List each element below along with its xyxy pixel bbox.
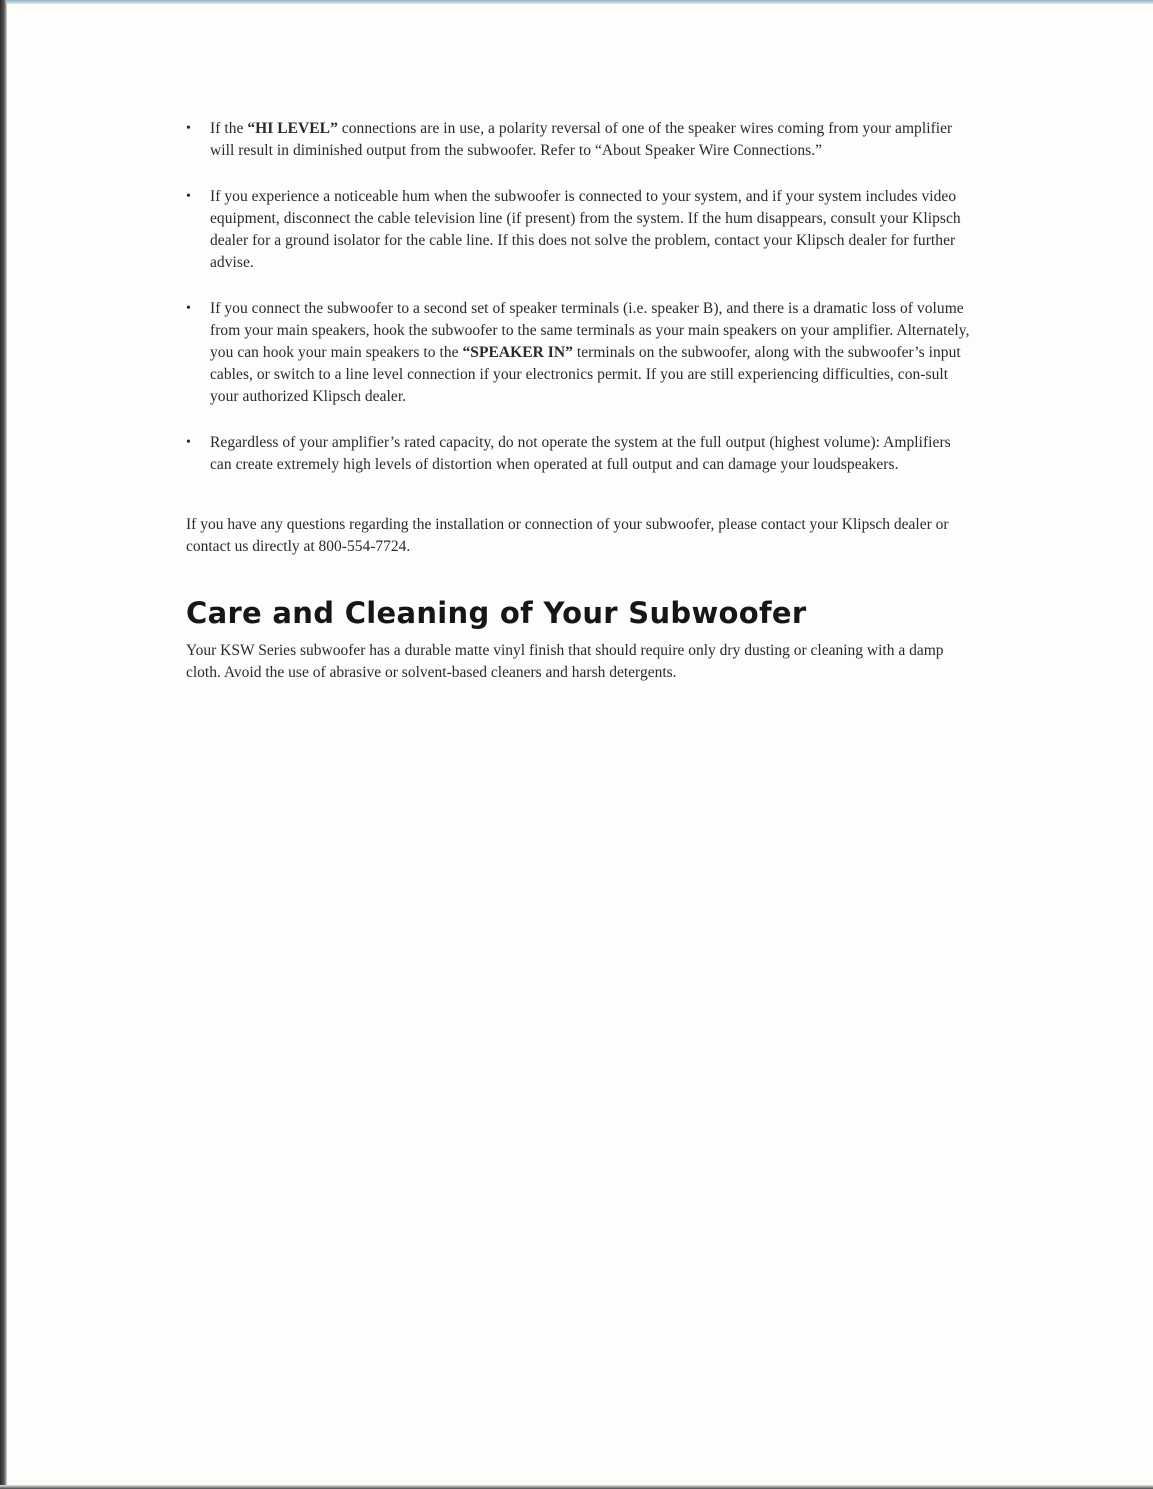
tip-text-post: connections are in use, a polarity reversal of one of the speaker wires coming from your amplifier will result in diminished output from the subwoofer. Refer to “About Speaker Wire Connections.” [210, 120, 953, 159]
care-section-title: Care and Cleaning of Your Subwoofer [186, 596, 807, 630]
list-item [186, 298, 976, 408]
list-item [186, 432, 976, 476]
scan-edge-top [0, 0, 1153, 4]
tip-text-bold: “SPEAKER IN” [462, 344, 573, 361]
bullet-icon: • [186, 189, 191, 204]
contact-paragraph: If you have any questions regarding the installation or connection of your subwoofer, please contact your Klipsch dealer or contact us directly at 800-554-7724. [186, 516, 949, 555]
tip-text-pre: If you experience a noticeable hum when the subwoofer is connected to your system, and if your system includes video equipment, disconnect the cable television line (if present) from the system. If the hum disappears, consult your Klipsch dealer for a ground isolator for the cable line. If this does not solve the problem, contact your Klipsch dealer for further advise. [210, 188, 961, 271]
list-item [186, 118, 976, 162]
tip-text-pre: If the [210, 120, 248, 137]
scan-edge-left [0, 0, 7, 1489]
scan-edge-bottom [0, 1485, 1153, 1489]
tip-text-pre: Regardless of your amplifier’s rated capacity, do not operate the system at the full output (highest volume): Amplifiers can create extremely high levels of distortion when operated at full output and can damage your loudspeakers. [210, 434, 951, 473]
list-item [186, 186, 976, 274]
tip-text-post: terminals on the subwoofer, along with the subwoofer’s input cables, or switch to a line level connection if your electronics permit. If you are still experiencing difficulties, con-sult your authorized Klipsch dealer. [210, 344, 961, 405]
bullet-icon: • [186, 121, 191, 136]
tip-text-bold: “HI LEVEL” [247, 120, 338, 137]
page-content [186, 118, 976, 684]
troubleshooting-list [186, 118, 976, 476]
bullet-icon: • [186, 301, 191, 316]
bullet-icon: • [186, 435, 191, 450]
tip-text-pre: If you connect the subwoofer to a second set of speaker terminals (i.e. speaker B), and there is a dramatic loss of volume from your main speakers, hook the subwoofer to the same terminals as your main speakers on your amplifier. Alternately, you can hook your main speakers to the [210, 300, 970, 361]
care-paragraph: Your KSW Series subwoofer has a durable matte vinyl finish that should require only dry dusting or cleaning with a damp cloth. Avoid the use of abrasive or solvent-based cleaners and harsh detergents. [186, 642, 944, 681]
